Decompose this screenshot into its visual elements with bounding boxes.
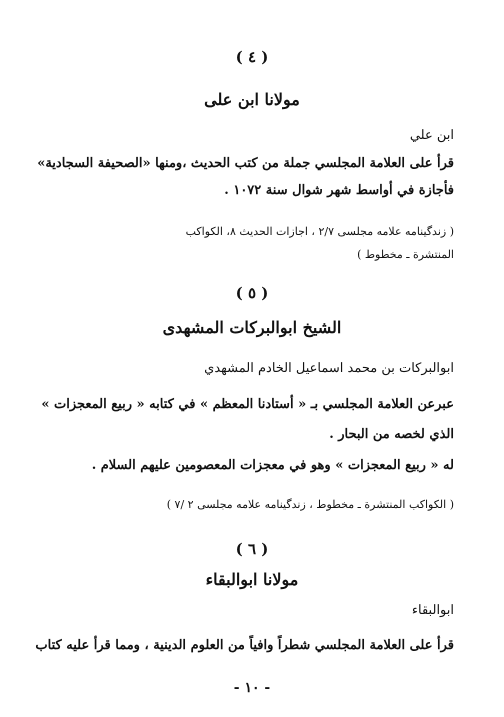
- text-line: قرأ على العلامة المجلسي شطراً وافياً من العلوم الدينية ، ومما قرأ عليه كتاب: [35, 638, 454, 653]
- section-number: ( ٤ ): [235, 48, 269, 66]
- text-line: فأجازة في أواسط شهر شوال سنة ١٠٧٢ .: [224, 183, 454, 198]
- section-title: مولانا ابن على: [204, 90, 300, 109]
- text-line: قرأ على العلامة المجلسي جملة من كتب الحديث ،ومنها «الصحيفة السجادية»: [37, 156, 454, 171]
- person-name: ابن علي: [409, 128, 454, 143]
- reference-line: ( الكواكب المنتشرة ـ مخطوط ، زندگينامه علامه مجلسى ٢ /٧ ): [166, 498, 454, 511]
- section-title: الشيخ ابوالبركات المشهدى: [162, 318, 342, 337]
- section-number: ( ٥ ): [235, 284, 269, 302]
- section-title: مولانا ابوالبقاء: [205, 570, 299, 589]
- page-number: - ١٠ -: [233, 680, 271, 696]
- person-name: ابوالبقاء: [411, 603, 454, 618]
- section-number: ( ٦ ): [235, 540, 269, 558]
- reference-line: المنتشرة ـ مخطوط ): [357, 248, 454, 261]
- reference-line: ( زندگينامه علامه مجلسى ٢/٧ ، اجازات الحديث ٨، الكواكب: [185, 225, 454, 238]
- text-line: له « ربيع المعجزات » وهو في معجزات المعصومين عليهم السلام .: [91, 458, 454, 473]
- text-line: عبرعن العلامة المجلسي بـ « أستادنا المعظم » في كتابه « ربيع المعجزات »: [41, 397, 454, 412]
- text-line: الذي لخصه من البحار .: [329, 427, 454, 442]
- person-name: ابوالبركات بن محمد اسماعيل الخادم المشهدي: [204, 361, 454, 376]
